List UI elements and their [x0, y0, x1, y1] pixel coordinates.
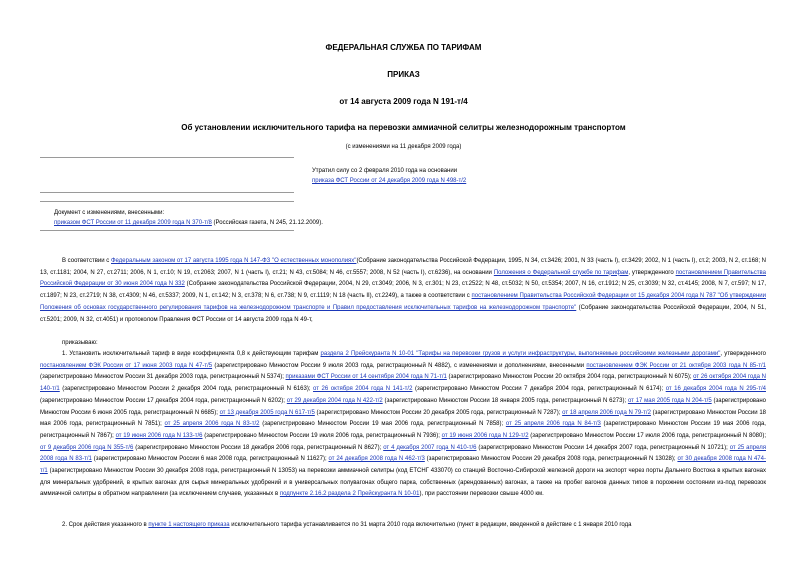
inline-text: (зарегистрировано Минюстом России 19 мая 2006 года, регистрационный N 7858);: [259, 421, 506, 428]
inline-link[interactable]: от 16 декабря 2004 года N 295-т/4: [665, 386, 766, 393]
divider-line: [40, 192, 294, 193]
inline-text: (зарегистрировано Минюстом России 18 января 2005 года, регистрационный N 6273);: [382, 397, 628, 404]
inline-text: (Собрание законодательства Российской Федерации, 1995, N 34, ст.3426; 2001, N 33 (часть I), ст.3429; 2002, N 1 (часть I), ст.2; 2003, N 2, ст.168; N 13, ст.1181; 2004, N 27, ст.2711; 2006, N 1, ст.10; N 19, ст.2063; 2007, N 1 (часть I), ст.21; N 43, ст.5084; N 46, ст.5557; 2008, N 52 (часть I), ст.6236), на основании: [40, 258, 767, 276]
inline-link[interactable]: приказами ФСТ России от 14 сентября 2004 года N 71-т/1: [285, 374, 447, 381]
inline-text: (зарегистрировано Минюстом России 7 декабря 2004 года, регистрационный N 6174);: [412, 386, 666, 393]
divider-line: [40, 230, 294, 231]
inline-link[interactable]: от 26 октября 2004 года N 140-т/1: [40, 374, 766, 393]
inline-text: ), при расстоянии перевозки свыше 4000 км.: [419, 491, 544, 498]
agency-heading: ФЕДЕРАЛЬНАЯ СЛУЖБА ПО ТАРИФАМ: [325, 43, 482, 52]
inline-text: (зарегистрировано Минюстом России 18 мая 2006 года, регистрационный N 7851);: [40, 409, 766, 428]
inline-text: (Собрание законодательства Российской Федерации, 2004, N 29, ст.3049; 2006, N 3, ст.301; N 23, ст.2522; N 48, ст.5032; N 50, ст.5354; 2007, N 16, ст.1912; N 25, ст.3039; N 32, ст.4145; 2008, N 7, ст.597; N 17, ст.1897; N 23, ст.2719; N 38, ст.4309; N 46, ст.5337; 2009, N 1, ст.142; N 3, ст.378; N 6, ст.738; N 9, ст.1119; N 18 (часть II), ст.2249), а также в соответствии с: [40, 281, 766, 300]
inline-link[interactable]: от 26 октября 2004 года N 141-т/2: [313, 386, 413, 393]
lost-force-note: [312, 166, 632, 186]
inline-text: , утвержденного: [720, 351, 766, 357]
inline-link[interactable]: постановлением Правительства Российской Федерации от 30 июня 2004 года N 332: [40, 269, 766, 288]
inline-link[interactable]: постановлением ФЭК России от 21 октября 2003 года N 85-т/1: [586, 362, 766, 369]
inline-text: (зарегистрировано Минюстом России 19 мая 2006 года, регистрационный N 7867);: [40, 421, 766, 439]
document-title: Об установлении исключительного тарифа на перевозки аммиачной селитры железнодорожным транспортом: [181, 123, 626, 132]
inline-text: (зарегистрировано Минюстом России 19 июля 2006 года, регистрационный N 7936);: [202, 432, 442, 439]
inline-link[interactable]: Положения о Федеральной службе по тарифам: [493, 269, 629, 276]
inline-link[interactable]: от 24 декабря 2008 года N 462-т/3: [328, 456, 425, 463]
inline-text: 1. Установить исключительный тариф в виде коэффициента 0,8 к действующим тарифам: [62, 351, 321, 357]
inline-link[interactable]: от 25 апреля 2006 года N 83-т/2: [164, 421, 260, 428]
inline-link[interactable]: от 25 апреля 2008 года N 83-т/1: [40, 444, 766, 463]
inline-link[interactable]: от 17 мая 2005 года N 204-т/5: [627, 397, 712, 404]
inline-link[interactable]: от 9 декабря 2006 года N 355-т/6: [40, 444, 134, 451]
inline-text: (зарегистрировано Минюстом России 31 декабря 2003 года, регистрационный N 5374);: [40, 374, 286, 381]
paragraph-order: приказываю:: [62, 340, 98, 346]
divider-line: [40, 157, 294, 158]
inline-link[interactable]: раздела 2 Прейскуранта N 10-01 "Тарифы на перевозки грузов и услуги инфраструктуры, выполняемые российскими железными дорогами": [320, 351, 721, 357]
inline-link[interactable]: постановлением Правительства Российской Федерации от 15 декабря 2004 года N 787 "Об утверждении Положения об основах государственного регулирования тарифов на железнодорожном транспорте и Правил предоставления исключительных тарифов на железнодорожном транспорте": [40, 293, 766, 311]
lost-force-text: Утратил силу со 2 февраля 2010 года на основании: [312, 168, 458, 174]
inline-link[interactable]: Федеральным законом от 17 августа 1995 года N 147-ФЗ "О естественных монополиях": [111, 258, 357, 264]
inline-text: (Собрание законодательства Российской Федерации, 2004, N 51, ст.5201; 2009, N 32, ст.4051) и протоколом Правления ФСТ России от 14 августа 2009 года N 49-т,: [40, 304, 767, 323]
paragraph-preamble: [40, 256, 766, 326]
inline-link[interactable]: от 4 декабря 2007 года N 410-т/6: [383, 444, 477, 451]
inline-link[interactable]: от 29 декабря 2004 года N 422-т/2: [286, 397, 383, 404]
lost-force-link[interactable]: приказа ФСТ России от 24 декабря 2009 года N 498-т/2: [312, 178, 467, 184]
inline-link[interactable]: пункте 1 настоящего приказа: [148, 522, 230, 528]
inline-link[interactable]: от 18 апреля 2006 года N 79-т/2: [562, 409, 651, 416]
divider-line: [40, 201, 294, 202]
paragraph-item-2: [40, 520, 766, 532]
amendments-tail: (Российская газета, N 245, 21.12.2009).: [211, 220, 323, 226]
inline-text: (зарегистрировано Минюстом России 18 декабря 2006 года, регистрационный N 8627);: [133, 444, 384, 451]
inline-link[interactable]: постановлением ФЭК России от 17 июня 2003 года N 47-т/5: [40, 362, 213, 369]
inline-text: (зарегистрировано Минюстом России 14 декабря 2007 года, регистрационный N 10721);: [476, 444, 730, 451]
inline-text: (зарегистрировано Минюстом России 20 декабря 2005 года, регистрационный N 7287);: [314, 409, 563, 416]
edition-note: (с изменениями на 11 декабря 2009 года): [345, 144, 462, 150]
inline-link[interactable]: от 25 апреля 2006 года N 84-т/3: [505, 421, 601, 428]
doc-type-heading: ПРИКАЗ: [387, 70, 420, 79]
paragraph-item-1: [40, 349, 766, 501]
amendments-link[interactable]: приказом ФСТ России от 11 декабря 2009 года N 370-т/8: [54, 220, 212, 226]
inline-link[interactable]: от 30 декабря 2008 года N 474-т/1: [40, 456, 766, 475]
date-number-heading: от 14 августа 2009 года N 191-т/4: [339, 97, 468, 106]
inline-text: (зарегистрировано Минюстом России 9 июля 2003 года, регистрационный N 4882), с изменениями и дополнениями, внесенными: [212, 362, 587, 369]
inline-text: (зарегистрировано Минюстом России 6 мая 2008 года, регистрационный N 11627);: [91, 456, 329, 463]
inline-text: (зарегистрировано Минюстом России 29 декабря 2008 года, регистрационный N 13028);: [424, 456, 678, 463]
inline-text: , утвержденного: [628, 269, 676, 276]
inline-link[interactable]: от 19 июня 2006 года N 129-т/2: [441, 432, 529, 439]
inline-text: (зарегистрировано Минюстом России 2 декабря 2004 года, регистрационный N 6163);: [59, 386, 314, 393]
amendments-lead: Документ с изменениями, внесенными:: [54, 210, 165, 216]
inline-link[interactable]: от 19 июня 2006 года N 133-т/6: [115, 432, 203, 439]
inline-text: 2. Срок действия указанного в: [62, 522, 149, 528]
inline-text: (зарегистрировано Минюстом России 17 декабря 2004 года, регистрационный N 6202);: [40, 397, 287, 404]
inline-text: (зарегистрировано Минюстом России 17 июля 2006 года, регистрационный N 8080);: [528, 432, 766, 439]
inline-link[interactable]: подпункте 2.16.2 раздела 2 Прейскуранта N 10-01: [279, 491, 420, 498]
inline-text: (зарегистрировано Минюстом России 6 июня 2005 года, регистрационный N 6685);: [40, 397, 767, 416]
amendments-note: [54, 208, 694, 228]
inline-text: (зарегистрировано Минюстом России 20 октября 2004 года, регистрационный N 6075);: [446, 374, 694, 381]
inline-text: исключительного тарифа устанавливается по 31 марта 2010 года включительно (пункт в редакции, введенной в действие с 1 января 2010 года: [229, 522, 632, 528]
inline-text: (зарегистрировано Минюстом России 30 декабря 2008 года, регистрационный N 13053) на перевозки аммиачной селитры (код ЕТСНГ 433070) со станций Восточно-Сибирской железной дороги на экспорт через порты Дальнего Востока в крытых вагонах для минеральных удобрений, в крытых вагонах для сырья минеральных удобрений и в универсальных полувагонах общего парка, собственных (арендованных) вагонах, а также на пробег вагонов данных типов в порожнем состоянии из-под перевозок аммиачной селитры в обратном направлении (за исключением случаев, указанных в: [40, 468, 766, 498]
inline-text: В соответствии с: [62, 258, 111, 264]
inline-link[interactable]: от 13 декабря 2005 года N 617-т/5: [219, 409, 315, 416]
